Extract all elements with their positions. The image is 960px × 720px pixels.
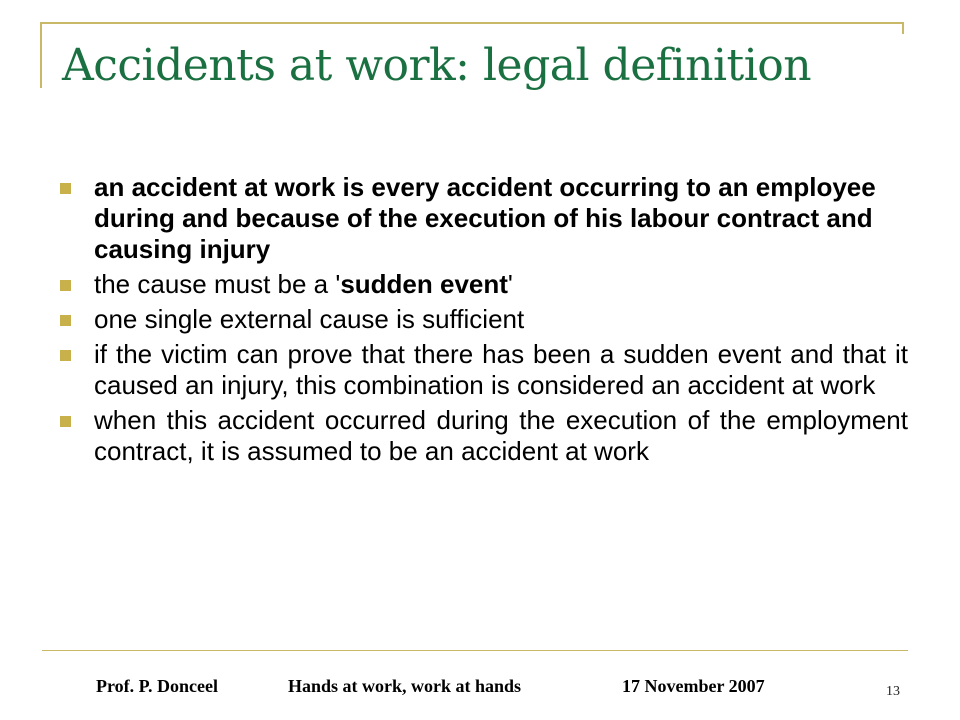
footer-event: Hands at work, work at hands (288, 676, 522, 696)
frame-top-line (40, 22, 904, 24)
bullet-text-pre: the cause must be a ' (94, 269, 341, 299)
bullet-text: when this accident occurred during the execution of the employment contract, it is assumed to be an accident at work (94, 405, 908, 466)
square-bullet-icon (60, 350, 71, 361)
bullet-item (60, 172, 908, 265)
bullet-item (60, 269, 908, 300)
square-bullet-icon (60, 315, 71, 326)
frame-left-line (40, 22, 42, 88)
bullet-text-post: ' (507, 269, 513, 299)
square-bullet-icon (60, 416, 71, 427)
bullet-item (60, 405, 908, 467)
bullet-text (94, 269, 908, 300)
square-bullet-icon (60, 280, 71, 291)
bullet-text: an accident at work is every accident occurring to an employee during and because of the execution of his labour contract and causing injury (94, 172, 876, 264)
slide-title: Accidents at work: legal definition (62, 40, 812, 91)
bullet-text: one single external cause is sufficient (94, 304, 525, 334)
bullet-text: if the victim can prove that there has been a sudden event and that it caused an injury, this combination is considered an accident at work (94, 339, 908, 400)
bullet-text-emphasis: sudden event (340, 269, 508, 299)
bullet-list (60, 172, 908, 471)
page-number: 13 (886, 684, 900, 699)
frame-right-tick (902, 22, 904, 34)
footer-divider (42, 650, 908, 651)
square-bullet-icon (60, 183, 71, 194)
footer-author: Prof. P. Donceel (96, 676, 218, 696)
bullet-item (60, 304, 908, 335)
bullet-item (60, 339, 908, 401)
footer-date: 17 November 2007 (622, 676, 765, 696)
